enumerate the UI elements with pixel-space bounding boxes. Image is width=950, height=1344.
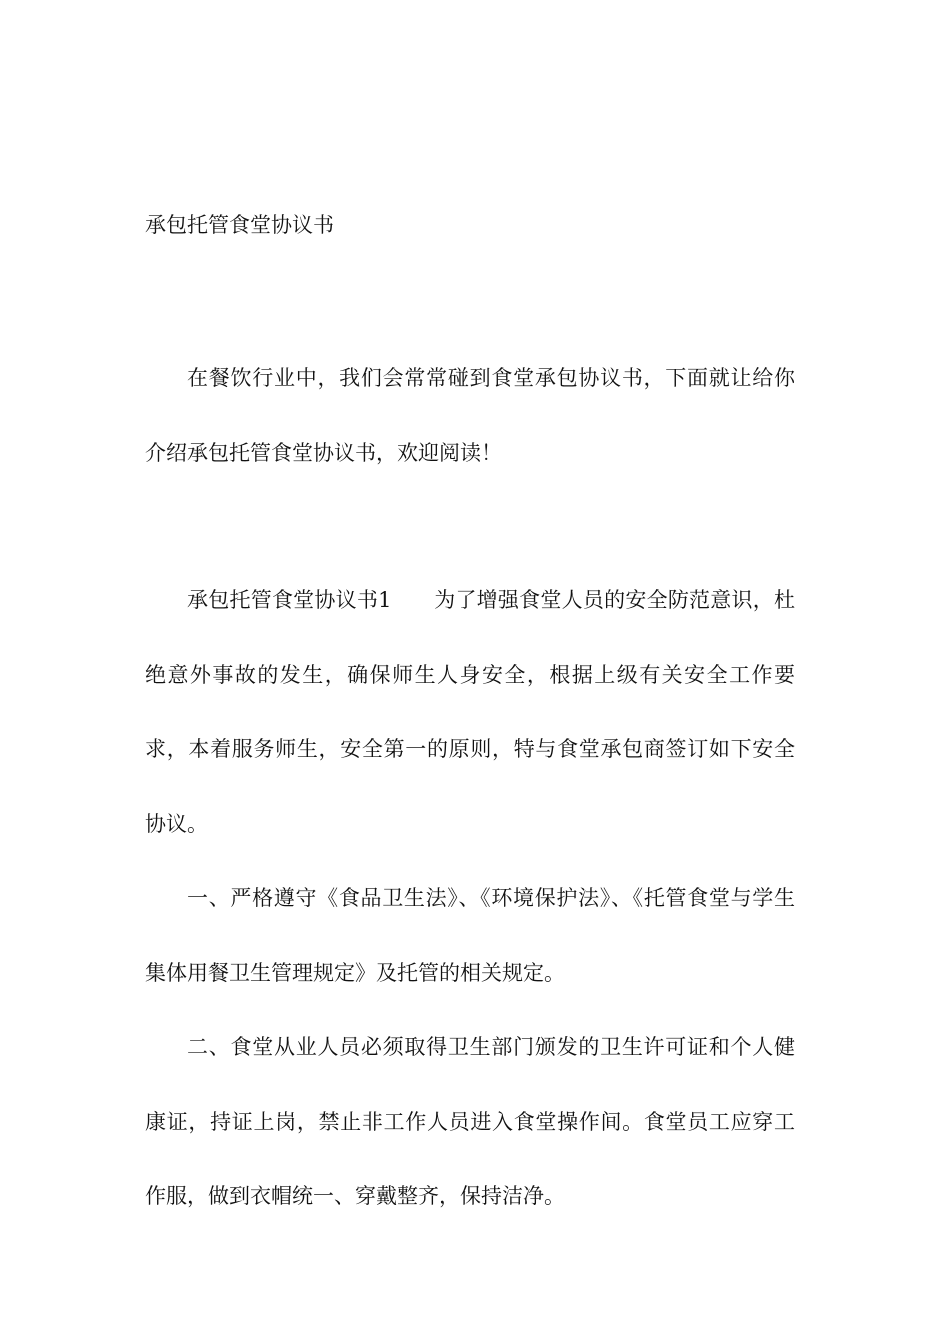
clause-1-paragraph: 一、严格遵守《食品卫生法》、《环境保护法》、《托管食堂与学生集体用餐卫生管理规定》及托管的相关规定。 <box>145 886 795 985</box>
agreement-1-paragraph: 承包托管食堂协议书1 为了增强食堂人员的安全防范意识，杜绝意外事故的发生，确保师生人身安全，根据上级有关安全工作要求，本着服务师生，安全第一的原则，特与食堂承包商签订如下安全协议。 <box>145 588 795 836</box>
document-title: 承包托管食堂协议书 <box>145 213 334 237</box>
intro-paragraph: 在餐饮行业中，我们会常常碰到食堂承包协议书，下面就让给你介绍承包托管食堂协议书，欢迎阅读！ <box>145 366 795 465</box>
clause-2-paragraph: 二、食堂从业人员必须取得卫生部门颁发的卫生许可证和个人健康证，持证上岗，禁止非工作人员进入食堂操作间。食堂员工应穿工作服，做到衣帽统一、穿戴整齐，保持洁净。 <box>145 1035 795 1208</box>
